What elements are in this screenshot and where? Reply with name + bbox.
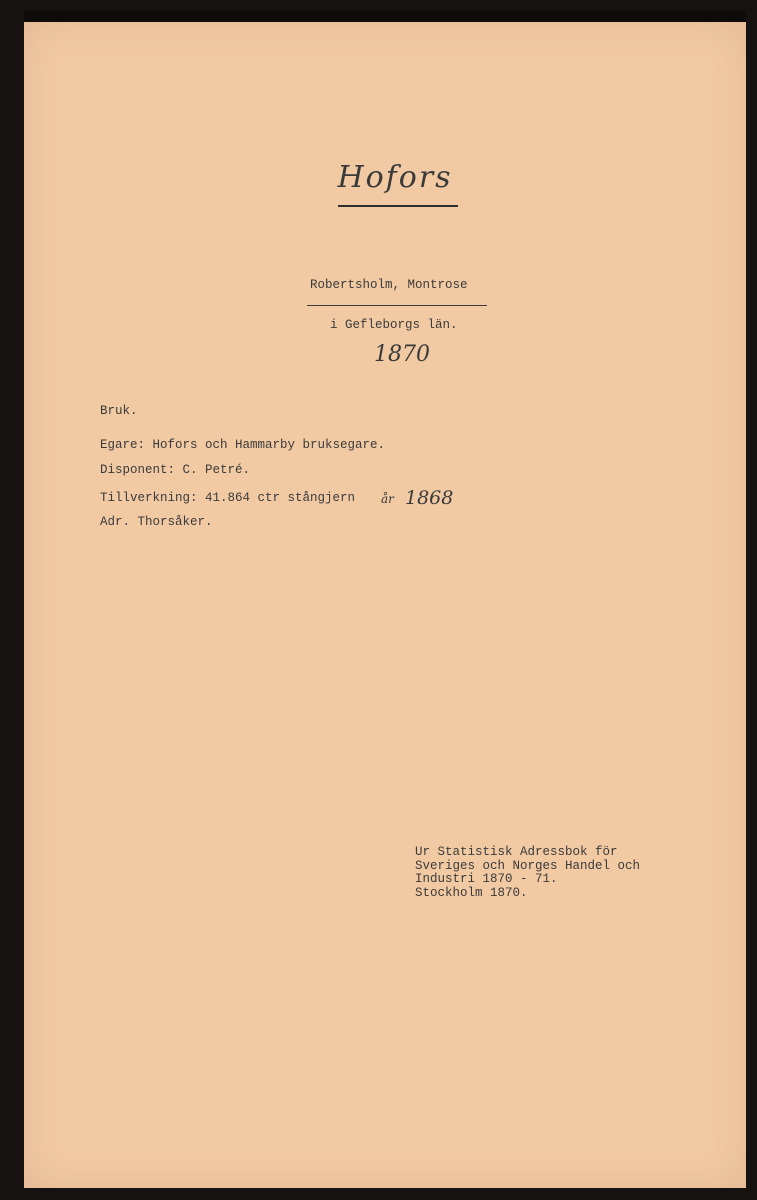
production-line: Tillverkning: 41.864 ctr stångjern [100,491,356,505]
address-line: Adr. Thorsåker. [100,515,213,529]
source-line: Sveriges och Norges Handel och [415,858,641,873]
source-line: Industri 1870 - 71. [415,872,558,886]
source-line: Ur Statistisk Adressbok för [415,845,618,859]
owner-line: Egare: Hofors och Hammarby bruksegare. [100,438,386,452]
scan-border-top [24,10,746,22]
document-page [24,22,746,1188]
manager-line: Disponent: C. Petré. [100,463,251,477]
entry-type: Bruk. [100,404,138,418]
production-year-handwritten: 1868 [405,487,454,509]
title-underline [338,205,458,207]
source-line: Stockholm 1870. [415,885,528,900]
place-names: Robertsholm, Montrose [310,278,468,292]
place-underline [307,305,487,306]
source-citation [415,846,640,900]
handwritten-year: 1870 [374,342,430,367]
county-line: i Gefleborgs län. [330,318,458,332]
handwritten-title: Hofors [337,160,453,195]
production-annotation: år [381,492,394,506]
